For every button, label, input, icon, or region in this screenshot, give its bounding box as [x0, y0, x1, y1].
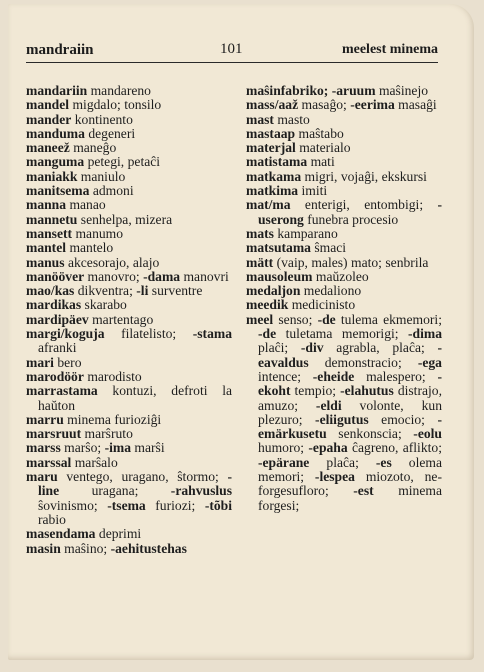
dictionary-entry: mat/ma enterigi, entombigi; -userong funebra procesio — [246, 197, 442, 227]
dictionary-entry: mast masto — [246, 111, 310, 127]
dictionary-entry: mardipäev martentago — [26, 311, 154, 327]
dictionary-entry: marsruut marŝruto — [26, 426, 133, 442]
page-header — [26, 42, 438, 63]
dictionary-entry: meel senso; -de tulema ekmemori; -de tuletama memorigi; -dima plaĉi; -div agrabla, plaĉa; -eavaldus demonstracio; -ega intence; -eheide malespero; -ekoht tempio; -elahutus distrajo, amuzo; -eldi volonte, kun plezuro; -eliigutus emocio; -emärkusetu senkonscia; -eolu humoro; -epaha ĉagreno, aflikto; -epärane plaĉa; -es olema memori; -lespea miozoto, ne-forgesufloro; -est minema forgesi; — [246, 311, 443, 513]
dictionary-entry: maniakk maniulo — [26, 168, 126, 184]
dictionary-entry: maru ventego, uragano, ŝtormo; -line uragana; -rahvuslus ŝovinismo; -tsema furiozi; -tõbi rabio — [26, 469, 233, 527]
dictionary-entry: masendama deprimi — [26, 526, 142, 542]
dictionary-entry: mannetu senhelpa, mizera — [26, 211, 173, 227]
dictionary-entry: matistama mati — [246, 154, 335, 170]
dictionary-entry: materjal materialo — [246, 140, 351, 156]
left-column — [26, 84, 232, 556]
dictionary-entry: mari bero — [26, 354, 82, 370]
dictionary-entry: meedik medicinisto — [246, 297, 356, 313]
dictionary-entry: mass/aaž masaĝo; -eerima masaĝi — [246, 97, 437, 113]
dictionary-entry: mastaap maŝtabo — [246, 125, 344, 141]
dictionary-entry: mats kamparano — [246, 225, 338, 241]
dictionary-entry: marss marŝo; -ima marŝi — [26, 440, 165, 456]
dictionary-entry: mao/kas dikventra; -li surventre — [26, 283, 203, 299]
right-column — [246, 84, 442, 513]
dictionary-entry: manööver manovro; -dama manovri — [26, 268, 229, 284]
dictionary-entry: masin maŝino; -aehitustehas — [26, 540, 187, 556]
dictionary-entry: marrastama kontuzi, defroti la haŭton — [26, 383, 232, 413]
dictionary-entry: manna manao — [26, 197, 106, 213]
dictionary-entry: marssal marŝalo — [26, 454, 118, 470]
dictionary-entry: mansett manumo — [26, 225, 124, 241]
dictionary-entry: marodöör marodisto — [26, 368, 142, 384]
dictionary-entry: manus akcesorajo, alajo — [26, 254, 160, 270]
dictionary-entry: mausoleum maŭzoleo — [246, 268, 369, 284]
dictionary-entry: matkama migri, vojaĝi, ekskursi — [246, 168, 427, 184]
dictionary-entry: manitsema admoni — [26, 183, 134, 199]
dictionary-entry: matsutama ŝmaci — [246, 240, 347, 256]
dictionary-entry: margi/koguja filatelisto; -stama afranki — [26, 326, 232, 356]
header-right-guide-word: meelest minema — [341, 42, 438, 57]
dictionary-entry: mander kontinento — [26, 111, 133, 127]
dictionary-entry: manduma degeneri — [26, 125, 136, 141]
dictionary-entry: mandel migdalo; tonsilo — [26, 97, 162, 113]
dictionary-entry: marru minema furioziĝi — [26, 411, 162, 427]
dictionary-page — [8, 4, 474, 660]
dictionary-entry: maneež maneĝo — [26, 140, 117, 156]
dictionary-entry: mardikas skarabo — [26, 297, 127, 313]
header-left-guide-word: mandraiin — [26, 42, 94, 58]
dictionary-entry: manguma petegi, petaĉi — [26, 154, 161, 170]
dictionary-entry: mantel mantelo — [26, 240, 114, 256]
dictionary-entry: matkima imiti — [246, 183, 328, 199]
dictionary-entry: maŝinfabriko; -aruum maŝinejo — [246, 83, 429, 98]
page-number: 101 — [220, 41, 243, 57]
dictionary-entry: medaljon medaliono — [246, 283, 362, 299]
dictionary-entry: mandariin mandareno — [26, 83, 151, 98]
dictionary-entry: mätt (vaip, males) mato; senbrila — [246, 254, 429, 270]
